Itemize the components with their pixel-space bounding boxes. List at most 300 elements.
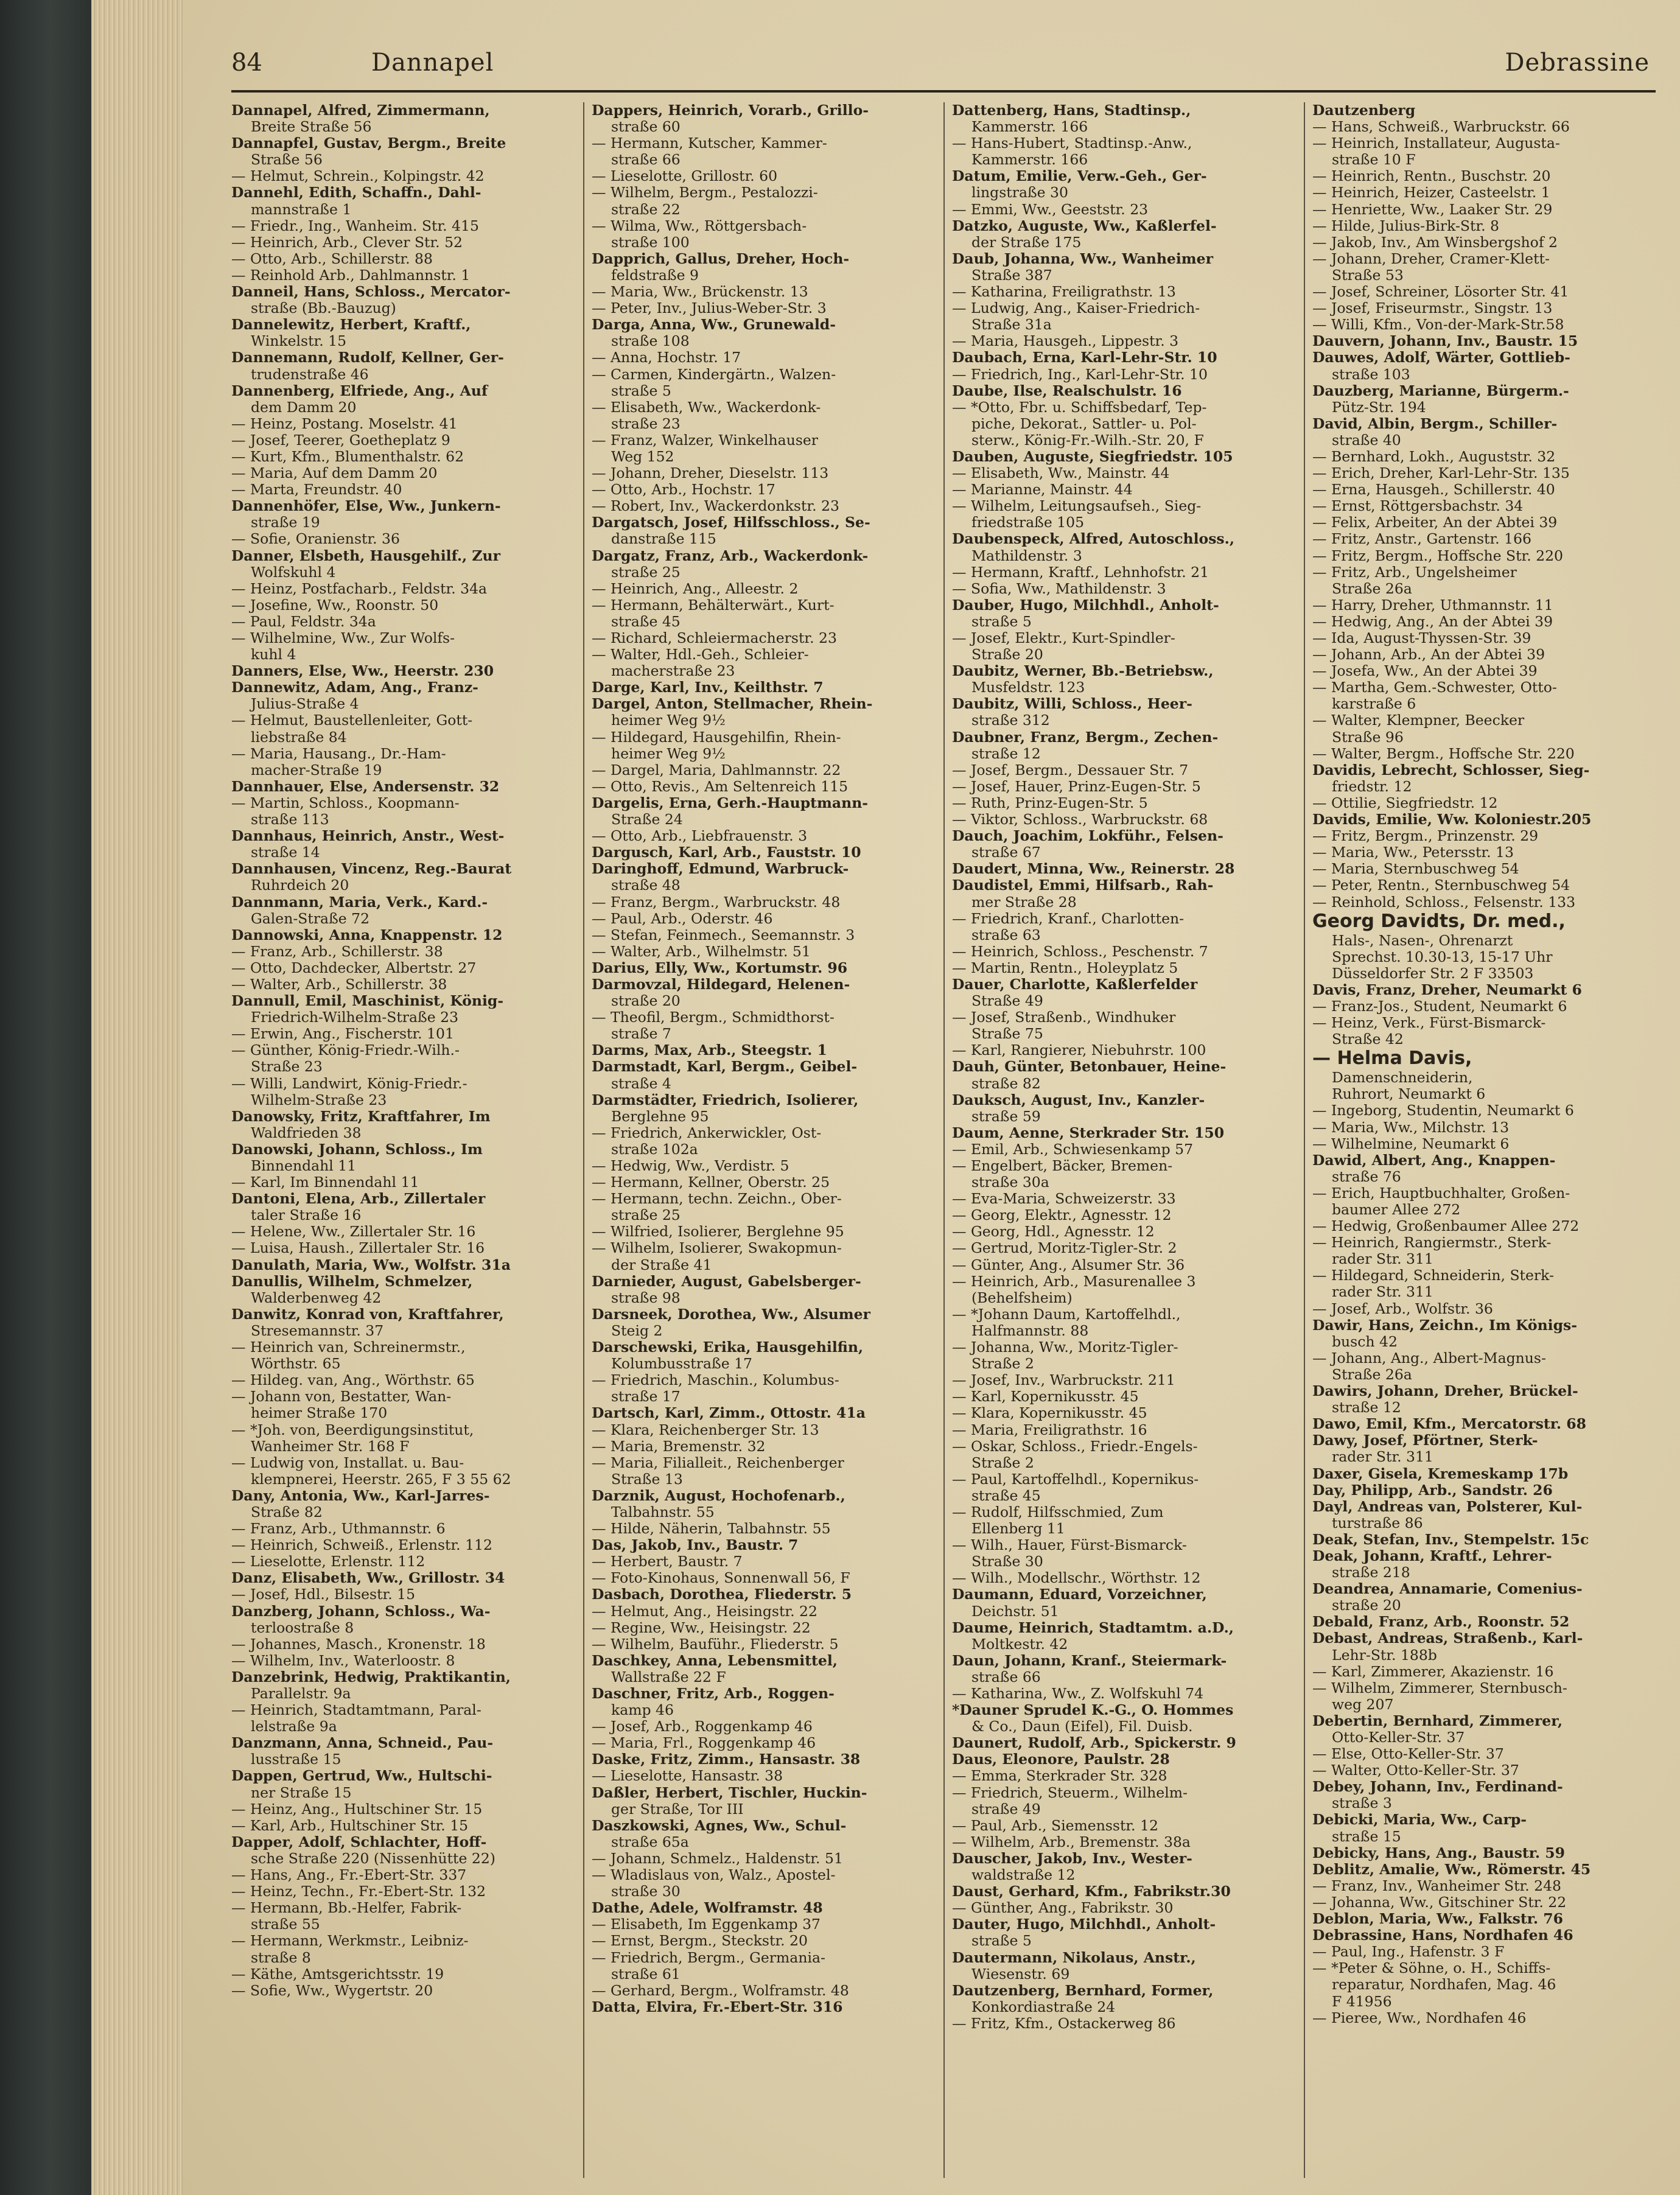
- directory-line: — Johann von, Bestatter, Wan-: [231, 1388, 452, 1406]
- directory-line: — Walter, Bergm., Hoffsche Str. 220: [1312, 745, 1575, 762]
- directory-line: — Georg, Elektr., Agnesstr. 12: [952, 1207, 1172, 1224]
- directory-line: karstraße 6: [1332, 696, 1416, 713]
- directory-line: — Peter, Rentn., Sternbuschweg 54: [1312, 877, 1570, 894]
- directory-line: Winkelstr. 15: [251, 333, 347, 350]
- directory-line: — Otto, Arb., Liebfrauenstr. 3: [592, 828, 808, 845]
- directory-line: Datta, Elvira, Fr.-Ebert-Str. 316: [592, 1998, 843, 2015]
- directory-line: — Johann, Dreher, Cramer-Klett-: [1312, 250, 1550, 267]
- directory-line: friedstr. 12: [1332, 778, 1412, 795]
- directory-line: — Felix, Arbeiter, An der Abtei 39: [1312, 514, 1558, 531]
- directory-line: — Hedwig, Ang., An der Abtei 39: [1312, 613, 1553, 630]
- directory-line: — Otto, Arb., Schillerstr. 88: [231, 250, 433, 267]
- directory-line: straße 20: [611, 993, 681, 1010]
- page-number: 84: [231, 49, 262, 77]
- directory-line: Dannmann, Maria, Verk., Kard.-: [231, 894, 488, 911]
- directory-line: David, Albin, Bergm., Schiller-: [1312, 415, 1558, 432]
- directory-line: straße 22: [611, 201, 681, 218]
- directory-line: — Fritz, Bergm., Hoffsche Str. 220: [1312, 547, 1563, 564]
- directory-line: Dannull, Emil, Maschinist, König-: [231, 993, 504, 1010]
- directory-line: — Martha, Gem.-Schwester, Otto-: [1312, 679, 1557, 696]
- directory-line: dem Damm 20: [251, 399, 357, 416]
- directory-line: & Co., Daun (Eifel), Fil. Duisb.: [971, 1718, 1193, 1735]
- directory-line: — Heinrich, Arb., Clever Str. 52: [231, 234, 463, 251]
- directory-line: Wiesenstr. 69: [971, 1966, 1070, 1983]
- directory-line: Dathe, Adele, Wolframstr. 48: [592, 1900, 823, 1917]
- directory-line: — Martin, Rentn., Holeyplatz 5: [952, 959, 1178, 976]
- directory-line: — Jakob, Inv., Am Winsbergshof 2: [1312, 234, 1558, 251]
- directory-line: — Maria, Auf dem Damm 20: [231, 465, 438, 482]
- directory-line: Daudistel, Emmi, Hilfsarb., Rah-: [952, 877, 1214, 894]
- directory-line: — Friedrich, Maschin., Kolumbus-: [592, 1372, 839, 1389]
- directory-line: Dautermann, Nikolaus, Anstr.,: [952, 1949, 1196, 1966]
- directory-line: — Helmut, Baustellenleiter, Gott-: [231, 712, 473, 729]
- directory-line: Daus, Eleonore, Paulstr. 28: [952, 1751, 1170, 1768]
- directory-line: — Franz, Walzer, Winkelhauser: [592, 432, 819, 449]
- directory-line: — Erich, Dreher, Karl-Lehr-Str. 135: [1312, 465, 1570, 482]
- directory-line: Danzmann, Anna, Schneid., Pau-: [231, 1735, 494, 1752]
- directory-line: — Wilhelm, Inv., Waterloostr. 8: [231, 1652, 455, 1669]
- directory-line: — Anna, Hochstr. 17: [592, 349, 741, 366]
- directory-line: Dannapfel, Gustav, Bergm., Breite: [231, 135, 506, 152]
- directory-line: Dargatz, Franz, Arb., Wackerdonk-: [592, 547, 869, 564]
- directory-line: Wallstraße 22 F: [611, 1668, 726, 1686]
- directory-line: — Helmut, Ang., Heisingstr. 22: [592, 1603, 817, 1620]
- column-2: [583, 102, 935, 2178]
- directory-line: Danz, Elisabeth, Ww., Grillostr. 34: [231, 1570, 505, 1587]
- directory-line: ner Straße 15: [251, 1784, 352, 1801]
- directory-line: Danulath, Maria, Ww., Wolfstr. 31a: [231, 1256, 511, 1273]
- directory-line: — Heinrich van, Schreinermstr.,: [231, 1339, 466, 1356]
- directory-line: Musfeldstr. 123: [971, 679, 1085, 696]
- directory-line: — Günther, Ang., Fabrikstr. 30: [952, 1900, 1174, 1917]
- directory-line: — Sofie, Ww., Wygertstr. 20: [231, 1982, 433, 1999]
- directory-line: straße 19: [251, 514, 320, 531]
- directory-line: trudenstraße 46: [251, 366, 369, 383]
- directory-line: Hals-, Nasen-, Ohrenarzt: [1332, 932, 1513, 949]
- directory-line: straße 49: [971, 1801, 1041, 1818]
- directory-line: Daubner, Franz, Bergm., Zechen-: [952, 729, 1219, 746]
- directory-line: — Günter, Ang., Alsumer Str. 36: [952, 1256, 1185, 1273]
- directory-line: straße 55: [251, 1916, 320, 1933]
- directory-line: straße 5: [971, 1933, 1032, 1950]
- directory-line: Dannewitz, Adam, Ang., Franz-: [231, 679, 478, 696]
- directory-line: Dannehl, Edith, Schaffn., Dahl-: [231, 184, 481, 201]
- book-spine: [0, 0, 91, 2195]
- directory-line: — Maria, Ww., Petersstr. 13: [1312, 844, 1514, 861]
- directory-line: Damenschneiderin,: [1332, 1069, 1473, 1087]
- directory-line: — Johann, Arb., An der Abtei 39: [1312, 646, 1545, 663]
- directory-line: Wanheimer Str. 168 F: [251, 1438, 410, 1455]
- directory-line: turstraße 86: [1332, 1514, 1423, 1532]
- directory-line: Stresemannstr. 37: [251, 1322, 384, 1339]
- directory-line: — Johann, Ang., Albert-Magnus-: [1312, 1350, 1546, 1367]
- directory-line: Dauksch, August, Inv., Kanzler-: [952, 1091, 1205, 1108]
- directory-line: — Maria, Ww., Milchstr. 13: [1312, 1119, 1510, 1136]
- directory-line: Dannenhöfer, Else, Ww., Junkern-: [231, 498, 501, 515]
- directory-line: Danullis, Wilhelm, Schmelzer,: [231, 1273, 473, 1290]
- directory-line: — Bernhard, Lokh., Auguststr. 32: [1312, 448, 1556, 465]
- directory-line: Dautzenberg: [1312, 102, 1416, 119]
- directory-line: Darmstädter, Friedrich, Isolierer,: [592, 1091, 859, 1108]
- directory-line: — Hilde, Julius-Birk-Str. 8: [1312, 217, 1499, 234]
- directory-line: — Friedr., Ing., Wanheim. Str. 415: [231, 217, 479, 234]
- directory-line: heimer Weg 9½: [611, 712, 726, 729]
- directory-line: — Hermann, Behälterwärt., Kurt-: [592, 597, 835, 614]
- directory-line: Straße 13: [611, 1471, 683, 1488]
- directory-line: Dartsch, Karl, Zimm., Ottostr. 41a: [592, 1405, 866, 1422]
- directory-line: — Heinrich, Ang., Alleestr. 2: [592, 580, 799, 597]
- column-3: [943, 102, 1295, 2178]
- directory-line: — Gerhard, Bergm., Wolframstr. 48: [592, 1982, 849, 1999]
- directory-line: — Wilma, Ww., Röttgersbach-: [592, 217, 807, 234]
- directory-line: Friedrich-Wilhelm-Straße 23: [251, 1009, 459, 1026]
- directory-line: Dauvern, Johann, Inv., Baustr. 15: [1312, 333, 1578, 350]
- directory-line: — Heinrich, Rangiermstr., Sterk-: [1312, 1234, 1552, 1252]
- directory-line: — Karl, Im Binnendahl 11: [231, 1174, 419, 1191]
- directory-line: — Hans, Ang., Fr.-Ebert-Str. 337: [231, 1867, 467, 1884]
- directory-line: — Sofie, Oranienstr. 36: [231, 531, 400, 548]
- directory-line: — Josef, Hauer, Prinz-Eugen-Str. 5: [952, 778, 1201, 795]
- directory-line: Danzberg, Johann, Schloss., Wa-: [231, 1603, 491, 1620]
- directory-line: Daschner, Fritz, Arb., Roggen-: [592, 1686, 835, 1702]
- directory-line: — Hans-Hubert, Stadtinsp.-Anw.,: [952, 135, 1192, 152]
- directory-line: Dannowski, Anna, Knappenstr. 12: [231, 926, 503, 943]
- directory-line: Lehr-Str. 188b: [1332, 1647, 1437, 1664]
- directory-line: Datzko, Auguste, Ww., Kaßlerfel-: [952, 217, 1217, 234]
- directory-line: — Else, Otto-Keller-Str. 37: [1312, 1746, 1504, 1763]
- directory-line: Straße 26a: [1332, 580, 1412, 597]
- directory-line: Breite Straße 56: [251, 119, 372, 136]
- directory-line: — Maria, Frl., Roggenkamp 46: [592, 1735, 816, 1752]
- directory-line: — Wilh., Hauer, Fürst-Bismarck-: [952, 1537, 1187, 1554]
- directory-line: Darnieder, August, Gabelsberger-: [592, 1273, 861, 1290]
- directory-line: — Eva-Maria, Schweizerstr. 33: [952, 1191, 1176, 1208]
- directory-line: — Ludwig von, Installat. u. Bau-: [231, 1454, 464, 1471]
- directory-line: Konkordiastraße 24: [971, 1998, 1116, 2015]
- directory-line: Deblitz, Amalie, Ww., Römerstr. 45: [1312, 1861, 1591, 1878]
- directory-line: Dauh, Günter, Betonbauer, Heine-: [952, 1059, 1227, 1076]
- directory-line: Straße 53: [1332, 267, 1404, 284]
- directory-line: — Heinrich, Schloss., Peschenstr. 7: [952, 943, 1208, 960]
- directory-line: Wolfskuhl 4: [251, 564, 336, 581]
- directory-line: Dawy, Josef, Pförtner, Sterk-: [1312, 1432, 1538, 1449]
- directory-line: Straße 20: [971, 646, 1043, 663]
- directory-line: Darge, Karl, Inv., Keilthstr. 7: [592, 679, 824, 696]
- directory-line: der Straße 41: [611, 1256, 712, 1273]
- directory-line: Steig 2: [611, 1322, 663, 1339]
- directory-line: Georg Davidts, Dr. med.,: [1312, 910, 1566, 932]
- directory-line: *Dauner Sprudel K.-G., O. Hommes: [952, 1702, 1234, 1719]
- directory-line: — Ingeborg, Studentin, Neumarkt 6: [1312, 1102, 1574, 1119]
- directory-line: — Hermann, Kutscher, Kammer-: [592, 135, 827, 152]
- directory-line: — Hildeg. van, Ang., Wörthstr. 65: [231, 1372, 475, 1389]
- directory-line: Daringhoff, Edmund, Warbruck-: [592, 861, 849, 878]
- directory-line: Dappen, Gertrud, Ww., Hultschi-: [231, 1768, 492, 1785]
- directory-line: — Friedrich, Kranf., Charlotten-: [952, 910, 1185, 927]
- directory-line: Deak, Stefan, Inv., Stempelstr. 15c: [1312, 1531, 1589, 1548]
- directory-line: Daubach, Erna, Karl-Lehr-Str. 10: [952, 349, 1217, 366]
- directory-line: Dayl, Andreas van, Polsterer, Kul-: [1312, 1498, 1583, 1515]
- directory-line: feldstraße 9: [611, 267, 699, 284]
- directory-line: Dany, Antonia, Ww., Karl-Jarres-: [231, 1487, 490, 1504]
- directory-line: Dapper, Adolf, Schlachter, Hoff-: [231, 1833, 487, 1850]
- directory-line: straße 30a: [971, 1174, 1049, 1191]
- directory-line: Wörthstr. 65: [251, 1356, 341, 1373]
- directory-line: Danowsky, Fritz, Kraftfahrer, Im: [231, 1108, 491, 1125]
- directory-line: Datum, Emilie, Verw.-Geh., Ger-: [952, 168, 1207, 185]
- header-first-entry: Dannapel: [371, 49, 494, 77]
- directory-line: — Ida, August-Thyssen-Str. 39: [1312, 630, 1531, 646]
- directory-line: baumer Allee 272: [1332, 1202, 1461, 1218]
- directory-line: — Erwin, Ang., Fischerstr. 101: [231, 1026, 454, 1043]
- directory-line: Danwitz, Konrad von, Kraftfahrer,: [231, 1306, 504, 1323]
- directory-line: — Hans, Schweiß., Warbruckstr. 66: [1312, 119, 1570, 136]
- directory-line: Dawid, Albert, Ang., Knappen-: [1312, 1152, 1556, 1169]
- directory-line: — Heinrich, Rentn., Buschstr. 20: [1312, 168, 1551, 185]
- directory-line: — Emmi, Ww., Geeststr. 23: [952, 201, 1149, 218]
- directory-line: Dawo, Emil, Kfm., Mercatorstr. 68: [1312, 1416, 1586, 1433]
- directory-line: — Viktor, Schloss., Warbruckstr. 68: [952, 811, 1208, 828]
- directory-line: — Maria, Hausgeh., Lippestr. 3: [952, 333, 1179, 350]
- directory-line: — Helene, Ww., Zillertaler Str. 16: [231, 1224, 476, 1241]
- directory-line: — Josefa, Ww., An der Abtei 39: [1312, 663, 1538, 680]
- directory-line: — Walter, Otto-Keller-Str. 37: [1312, 1762, 1519, 1779]
- directory-line: Dauch, Joachim, Lokführ., Felsen-: [952, 828, 1223, 845]
- directory-line: mer Straße 28: [971, 894, 1077, 911]
- directory-line: — Josef, Schreiner, Lösorter Str. 41: [1312, 284, 1569, 301]
- directory-line: — Wilhelm, Bauführ., Fliederstr. 5: [592, 1636, 839, 1653]
- directory-line: straße 82: [971, 1075, 1041, 1092]
- directory-line: — Karl, Arb., Hultschiner Str. 15: [231, 1817, 469, 1834]
- directory-line: Deak, Johann, Kraftf., Lehrer-: [1312, 1547, 1552, 1564]
- directory-line: Waldfrieden 38: [251, 1124, 362, 1141]
- directory-line: — Rudolf, Hilfsschmied, Zum: [952, 1504, 1164, 1521]
- directory-line: straße 25: [611, 1207, 681, 1224]
- directory-line: — Lieselotte, Grillostr. 60: [592, 168, 778, 185]
- directory-line: Parallelstr. 9a: [251, 1686, 351, 1702]
- directory-line: — Josef, Elektr., Kurt-Spindler-: [952, 630, 1175, 646]
- directory-line: Straße 96: [1332, 729, 1404, 746]
- directory-line: straße (Bb.-Bauzug): [251, 300, 396, 317]
- directory-line: straße 40: [1332, 432, 1401, 449]
- directory-line: — Georg, Hdl., Agnesstr. 12: [952, 1224, 1155, 1241]
- directory-line: — Wilhelm, Arb., Bremenstr. 38a: [952, 1833, 1191, 1850]
- directory-line: — Reinhold, Schloss., Felsenstr. 133: [1312, 894, 1576, 911]
- directory-line: busch 42: [1332, 1333, 1398, 1350]
- directory-line: danstraße 115: [611, 531, 716, 548]
- directory-line: Danners, Else, Ww., Heerstr. 230: [231, 663, 494, 680]
- directory-line: Halfmannstr. 88: [971, 1322, 1089, 1339]
- directory-line: — Foto-Kinohaus, Sonnenwall 56, F: [592, 1570, 850, 1587]
- directory-line: — Friedrich, Steuerm., Wilhelm-: [952, 1784, 1188, 1801]
- directory-line: — Heinz, Postfacharb., Feldstr. 34a: [231, 580, 488, 597]
- directory-line: Dargelis, Erna, Gerh.-Hauptmann-: [592, 794, 869, 811]
- directory-line: F 41956: [1332, 1993, 1392, 2010]
- directory-line: Deandrea, Annamarie, Comenius-: [1312, 1581, 1583, 1598]
- directory-line: straße 8: [251, 1949, 311, 1966]
- directory-line: — Willi, Landwirt, König-Friedr.-: [231, 1075, 467, 1092]
- directory-line: sche Straße 220 (Nissenhütte 22): [251, 1850, 495, 1867]
- directory-line: — Katharina, Ww., Z. Wolfskuhl 74: [952, 1686, 1204, 1702]
- directory-line: straße 4: [611, 1075, 671, 1092]
- directory-line: — Josef, Friseurmstr., Singstr. 13: [1312, 300, 1553, 317]
- directory-line: — Josef, Arb., Wolfstr. 36: [1312, 1300, 1493, 1317]
- directory-line: — Elisabeth, Im Eggenkamp 37: [592, 1916, 821, 1933]
- directory-line: Dasbach, Dorothea, Fliederstr. 5: [592, 1586, 852, 1603]
- directory-line: — Heinrich, Schweiß., Erlenstr. 112: [231, 1537, 492, 1554]
- directory-line: — Franz, Arb., Uthmannstr. 6: [231, 1521, 446, 1538]
- directory-line: Daumann, Eduard, Vorzeichner,: [952, 1586, 1207, 1603]
- directory-line: weg 207: [1332, 1696, 1394, 1713]
- directory-line: straße 7: [611, 1026, 671, 1043]
- directory-line: Dauwes, Adolf, Wärter, Gottlieb-: [1312, 349, 1570, 366]
- directory-page: [183, 0, 1680, 2195]
- directory-line: — Katharina, Freiligrathstr. 13: [952, 284, 1176, 301]
- directory-line: — Josef, Straßenb., Windhuker: [952, 1009, 1176, 1026]
- directory-line: — Erich, Hauptbuchhalter, Großen-: [1312, 1185, 1570, 1202]
- directory-line: — Paul, Ing., Hafenstr. 3 F: [1312, 1944, 1505, 1961]
- column-4: [1304, 102, 1656, 2178]
- directory-line: Julius-Straße 4: [251, 696, 359, 713]
- directory-line: Moltkestr. 42: [971, 1636, 1068, 1653]
- directory-line: Danzebrink, Hedwig, Praktikantin,: [231, 1668, 511, 1686]
- directory-line: — Wilhelm, Leitungsaufseh., Sieg-: [952, 498, 1202, 515]
- directory-line: Ruhrdeich 20: [251, 877, 349, 894]
- directory-line: Dauscher, Jakob, Inv., Wester-: [952, 1850, 1192, 1867]
- directory-line: straße 45: [611, 613, 681, 630]
- directory-line: — Käthe, Amtsgerichtsstr. 19: [231, 1966, 444, 1983]
- directory-line: klempnerei, Heerstr. 265, F 3 55 62: [251, 1471, 511, 1488]
- directory-line: — Martin, Schloss., Koopmann-: [231, 794, 460, 811]
- directory-line: straße 66: [611, 152, 681, 169]
- directory-line: Dargatsch, Josef, Hilfsschloss., Se-: [592, 514, 870, 531]
- directory-line: (Behelfsheim): [971, 1289, 1073, 1306]
- directory-line: — Karl, Zimmerer, Akazienstr. 16: [1312, 1663, 1554, 1680]
- directory-line: Debrassine, Hans, Nordhafen 46: [1312, 1927, 1573, 1944]
- directory-line: Daubenspeck, Alfred, Autoschloss.,: [952, 531, 1235, 548]
- page-edges: [91, 0, 183, 2195]
- directory-line: — Wilfried, Isolierer, Berglehne 95: [592, 1224, 844, 1241]
- directory-line: sterw., König-Fr.-Wilh.-Str. 20, F: [971, 432, 1204, 449]
- directory-line: liebstraße 84: [251, 729, 347, 746]
- directory-line: straße 45: [971, 1487, 1041, 1504]
- directory-line: Debicky, Hans, Ang., Baustr. 59: [1312, 1844, 1566, 1861]
- directory-line: Wilhelm-Straße 23: [251, 1091, 387, 1108]
- directory-line: Daxer, Gisela, Kremeskamp 17b: [1312, 1465, 1569, 1482]
- directory-line: Dargel, Anton, Stellmacher, Rhein-: [592, 696, 873, 713]
- directory-line: — Franz, Inv., Wanheimer Str. 248: [1312, 1877, 1561, 1894]
- directory-line: Dannelewitz, Herbert, Kraftf.,: [231, 317, 471, 334]
- directory-line: straße 23: [611, 415, 681, 432]
- directory-line: — Heinz, Postang. Moselstr. 41: [231, 415, 458, 432]
- directory-line: Daume, Heinrich, Stadtamtm. a.D.,: [952, 1619, 1234, 1636]
- directory-line: — Hedwig, Ww., Verdistr. 5: [592, 1158, 789, 1174]
- directory-line: straße 61: [611, 1966, 681, 1983]
- directory-line: — Friedrich, Ankerwickler, Ost-: [592, 1124, 822, 1141]
- directory-line: — Maria, Filialleit., Reichenberger: [592, 1454, 844, 1471]
- directory-line: — Hedwig, Großenbaumer Allee 272: [1312, 1218, 1580, 1235]
- directory-line: Dattenberg, Hans, Stadtinsp.,: [952, 102, 1191, 119]
- directory-line: — Emma, Sterkrader Str. 328: [952, 1768, 1167, 1785]
- directory-line: Darmovzal, Hildegard, Helenen-: [592, 976, 850, 993]
- directory-line: straße 103: [1332, 366, 1410, 383]
- directory-line: Danner, Elsbeth, Hausgehilf., Zur: [231, 547, 501, 564]
- directory-line: — Gertrud, Moritz-Tigler-Str. 2: [952, 1240, 1177, 1257]
- directory-line: — Heinrich, Installateur, Augusta-: [1312, 135, 1560, 152]
- directory-line: macher-Straße 19: [251, 761, 382, 779]
- header-last-entry: Debrassine: [1505, 49, 1650, 77]
- directory-line: — Wilhelm, Isolierer, Swakopmun-: [592, 1240, 842, 1257]
- directory-line: straße 60: [611, 119, 681, 136]
- directory-line: Düsseldorfer Str. 2 F 33503: [1332, 965, 1534, 982]
- directory-line: Kammerstr. 166: [971, 152, 1088, 169]
- directory-line: — Wilhelm, Bergm., Pestalozzi-: [592, 184, 818, 201]
- directory-line: Talbahnstr. 55: [611, 1504, 715, 1521]
- directory-line: Straße 82: [251, 1504, 323, 1521]
- directory-line: mannstraße 1: [251, 201, 352, 218]
- directory-line: straße 66: [971, 1668, 1041, 1686]
- directory-line: — Klara, Reichenberger Str. 13: [592, 1421, 819, 1438]
- directory-line: Dappers, Heinrich, Vorarb., Grillo-: [592, 102, 869, 119]
- directory-line: — Fritz, Kfm., Ostackerweg 86: [952, 2015, 1176, 2032]
- directory-line: — Ruth, Prinz-Eugen-Str. 5: [952, 794, 1148, 811]
- directory-line: Dannhaus, Heinrich, Anstr., West-: [231, 828, 505, 845]
- directory-line: — *Joh. von, Beerdigungsinstitut,: [231, 1421, 474, 1438]
- directory-line: Daubitz, Werner, Bb.-Betriebsw.,: [952, 663, 1214, 680]
- directory-line: — Maria, Bremenstr. 32: [592, 1438, 766, 1455]
- directory-line: — Hermann, techn. Zeichn., Ober-: [592, 1191, 842, 1208]
- directory-line: — Lieselotte, Erlenstr. 112: [231, 1553, 425, 1570]
- directory-line: — Heinz, Verk., Fürst-Bismarck-: [1312, 1015, 1546, 1032]
- directory-line: — Lieselotte, Hansastr. 38: [592, 1768, 783, 1785]
- directory-line: lingstraße 30: [971, 184, 1068, 201]
- directory-line: Ellenberg 11: [971, 1521, 1065, 1538]
- directory-line: Darga, Anna, Ww., Grunewald-: [592, 317, 836, 334]
- directory-line: — Stefan, Feinmech., Seemannstr. 3: [592, 926, 855, 943]
- directory-line: taler Straße 16: [251, 1207, 362, 1224]
- directory-line: — Ernst, Bergm., Steckstr. 20: [592, 1933, 808, 1950]
- directory-line: — Klara, Kopernikusstr. 45: [952, 1405, 1147, 1422]
- directory-line: Dantoni, Elena, Arb., Zillertaler: [231, 1191, 486, 1208]
- directory-line: Dawirs, Johann, Dreher, Brückel-: [1312, 1383, 1578, 1400]
- directory-line: Berglehne 95: [611, 1108, 709, 1125]
- directory-line: — Fritz, Anstr., Gartenstr. 166: [1312, 531, 1531, 548]
- directory-line: straße 15: [1332, 1828, 1401, 1845]
- directory-line: — Luisa, Haush., Zillertaler Str. 16: [231, 1240, 485, 1257]
- directory-line: — Hermann, Kraftf., Lehnhofstr. 21: [952, 564, 1209, 581]
- directory-line: heimer Straße 170: [251, 1405, 388, 1422]
- directory-line: — Hilde, Näherin, Talbahnstr. 55: [592, 1521, 831, 1538]
- directory-line: Straße 30: [971, 1553, 1043, 1570]
- directory-line: — Elisabeth, Ww., Wackerdonk-: [592, 399, 821, 416]
- directory-line: Davis, Franz, Dreher, Neumarkt 6: [1312, 981, 1582, 998]
- directory-line: Davids, Emilie, Ww. Koloniestr.205: [1312, 811, 1592, 828]
- directory-line: — Josefine, Ww., Roonstr. 50: [231, 597, 439, 614]
- directory-line: Dannemann, Rudolf, Kellner, Ger-: [231, 349, 504, 366]
- directory-line: Straße 24: [611, 811, 683, 828]
- directory-line: Darsneek, Dorothea, Ww., Alsumer: [592, 1306, 870, 1323]
- directory-line: Davidis, Lebrecht, Schlosser, Sieg-: [1312, 761, 1590, 779]
- directory-line: — Heinrich, Arb., Masurenallee 3: [952, 1273, 1196, 1290]
- directory-line: straße 14: [251, 844, 320, 861]
- directory-line: — Karl, Kopernikusstr. 45: [952, 1388, 1139, 1406]
- directory-line: straße 59: [971, 1108, 1041, 1125]
- directory-line: — Emil, Arb., Schwiesenkamp 57: [952, 1141, 1194, 1158]
- directory-line: Dauer, Charlotte, Kaßlerfelder: [952, 976, 1198, 993]
- page-header: [231, 43, 1656, 91]
- directory-line: Daube, Ilse, Realschulstr. 16: [952, 382, 1182, 399]
- directory-line: lusstraße 15: [251, 1751, 341, 1768]
